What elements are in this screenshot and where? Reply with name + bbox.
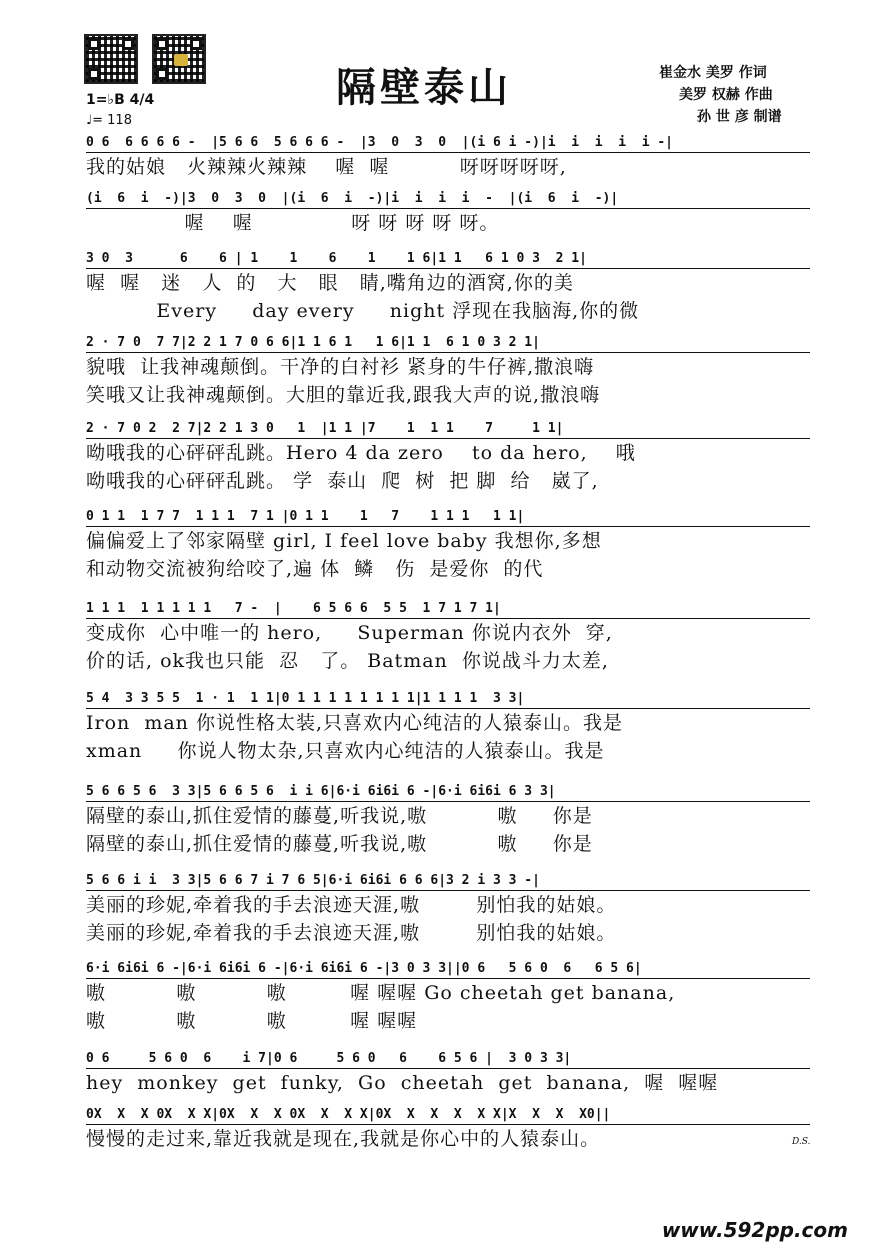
composer-credit: 美罗 权赫 作曲 [679,87,773,103]
music-system [86,334,810,409]
music-system [86,600,810,675]
notation-line: 5 4 3 3 5 5 1 · 1 1 1|0 1 1 1 1 1 1 1 1|1 1 1 1 3 3| [86,690,810,709]
lyric-line: 价的话, ok我也只能 忍 了。 Batman 你说战斗力太差, [86,650,609,672]
lyric-line: 慢慢的走过来,靠近我就是现在,我就是你心中的人猿泰山。 [86,1128,601,1150]
lyric-line: 呦哦我的心砰砰乱跳。 学 泰山 爬 树 把 脚 给 崴了, [86,470,599,492]
lyric-line: 呦哦我的心砰砰乱跳。Hero 4 da zero to da hero, 哦 [86,442,636,464]
lyric-line: 变成你 心中唯一的 hero, Superman 你说内衣外 穿, [86,622,613,644]
lyric-line: 美丽的珍妮,牵着我的手去浪迹天涯,嗷 别怕我的姑娘。 [86,922,617,944]
music-system [86,134,810,181]
lyric-line: 嗷 嗷 嗷 喔 喔喔 Go cheetah get banana, [86,982,676,1004]
lyric-line: Every day every night 浮现在我脑海,你的微 [86,300,640,322]
lyric-line: 笑哦又让我神魂颠倒。大胆的靠近我,跟我大声的说,撒浪嗨 [86,384,601,406]
tempo-marking: ♩= 118 [86,113,132,128]
lyric-line: 隔壁的泰山,抓住爱情的藤蔓,听我说,嗷 嗷 你是 [86,833,593,855]
notation-line: (i 6 i -)|3 0 3 0 |(i 6 i -)|i i i i - |(i 6 i -)| [86,190,810,209]
music-system [86,508,810,583]
song-title: 隔壁泰山 [336,64,512,111]
notation-line: 1 1 1 1 1 1 1 1 7 - | 6 5 6 6 5 5 1 7 1 7 1| [86,600,810,619]
music-system [86,1106,810,1153]
notation-line: 2 · 7 0 2 2 7|2 2 1 3 0 1 |1 1 |7 1 1 1 7 1 1| [86,420,810,439]
lyric-line: 美丽的珍妮,牵着我的手去浪迹天涯,嗷 别怕我的姑娘。 [86,894,617,916]
music-system [86,872,810,947]
lyric-line: 貌哦 让我神魂颠倒。干净的白衬衫 紧身的牛仔裤,撒浪嗨 [86,356,595,378]
ds-mark: D.S. [792,1137,811,1147]
notation-line: 0 6 6 6 6 6 - |5 6 6 5 6 6 6 - |3 0 3 0 |(i 6 i -)|i i i i i -| [86,134,810,153]
music-system [86,190,810,237]
notation-line: 0 1 1 1 7 7 1 1 1 7 1 |0 1 1 1 7 1 1 1 1 1| [86,508,810,527]
qr-code-right [152,34,206,84]
arranger-credit: 孙 世 彦 制谱 [697,109,782,125]
music-system [86,250,810,325]
lyric-line: 我的姑娘 火辣辣火辣辣 喔 喔 呀呀呀呀呀, [86,156,567,178]
music-system [86,960,810,1035]
notation-line: 3 0 3 6 6 | 1 1 6 1 1 6|1 1 6 1 0 3 2 1| [86,250,810,269]
qr-code-left [84,34,138,84]
notation-line: 2 · 7 0 7 7|2 2 1 7 0 6 6|1 1 6 1 1 6|1 1 6 1 0 3 2 1| [86,334,810,353]
notation-line: 0X X X 0X X X|0X X X 0X X X X|0X X X X X X|X X X X0|| [86,1106,810,1125]
lyricist-credit: 崔金水 美罗 作词 [659,65,767,81]
music-system [86,1050,810,1097]
lyric-line: 偏偏爱上了邻家隔壁 girl, I feel love baby 我想你,多想 [86,530,602,552]
lyric-line: hey monkey get funky, Go cheetah get banana, 喔 喔喔 [86,1072,719,1094]
music-system [86,783,810,858]
lyric-line: 喔 喔 呀 呀 呀 呀 呀。 [86,212,500,234]
lyric-line: Iron man 你说性格太装,只喜欢内心纯洁的人猿泰山。我是 [86,712,624,734]
notation-line: 5 6 6 5 6 3 3|5 6 6 5 6 i i 6|6·i 6i6i 6 -|6·i 6i6i 6 3 3| [86,783,810,802]
notation-line: 5 6 6 i i 3 3|5 6 6 7 i 7 6 5|6·i 6i6i 6 6 6|3 2 i 3 3 -| [86,872,810,891]
lyric-line: 和动物交流被狗给咬了,遍 体 鳞 伤 是爱你 的代 [86,558,544,580]
lyric-line: 隔壁的泰山,抓住爱情的藤蔓,听我说,嗷 嗷 你是 [86,805,593,827]
site-watermark: www.592pp.com [661,1218,848,1242]
lyric-line: 喔 喔 迷 人 的 大 眼 睛,嘴角边的酒窝,你的美 [86,272,574,294]
music-system [86,690,810,765]
lyric-line: xman 你说人物太杂,只喜欢内心纯洁的人猿泰山。我是 [86,740,605,762]
notation-line: 0 6 5 6 0 6 i 7|0 6 5 6 0 6 6 5 6 | 3 0 3 3| [86,1050,810,1069]
key-signature: 1=♭B 4/4 [86,92,155,108]
credits [655,62,855,128]
lyric-line: 嗷 嗷 嗷 喔 喔喔 [86,1010,418,1032]
music-system [86,420,810,495]
notation-line: 6·i 6i6i 6 -|6·i 6i6i 6 -|6·i 6i6i 6 -|3 0 3 3||0 6 5 6 0 6 6 5 6| [86,960,810,979]
